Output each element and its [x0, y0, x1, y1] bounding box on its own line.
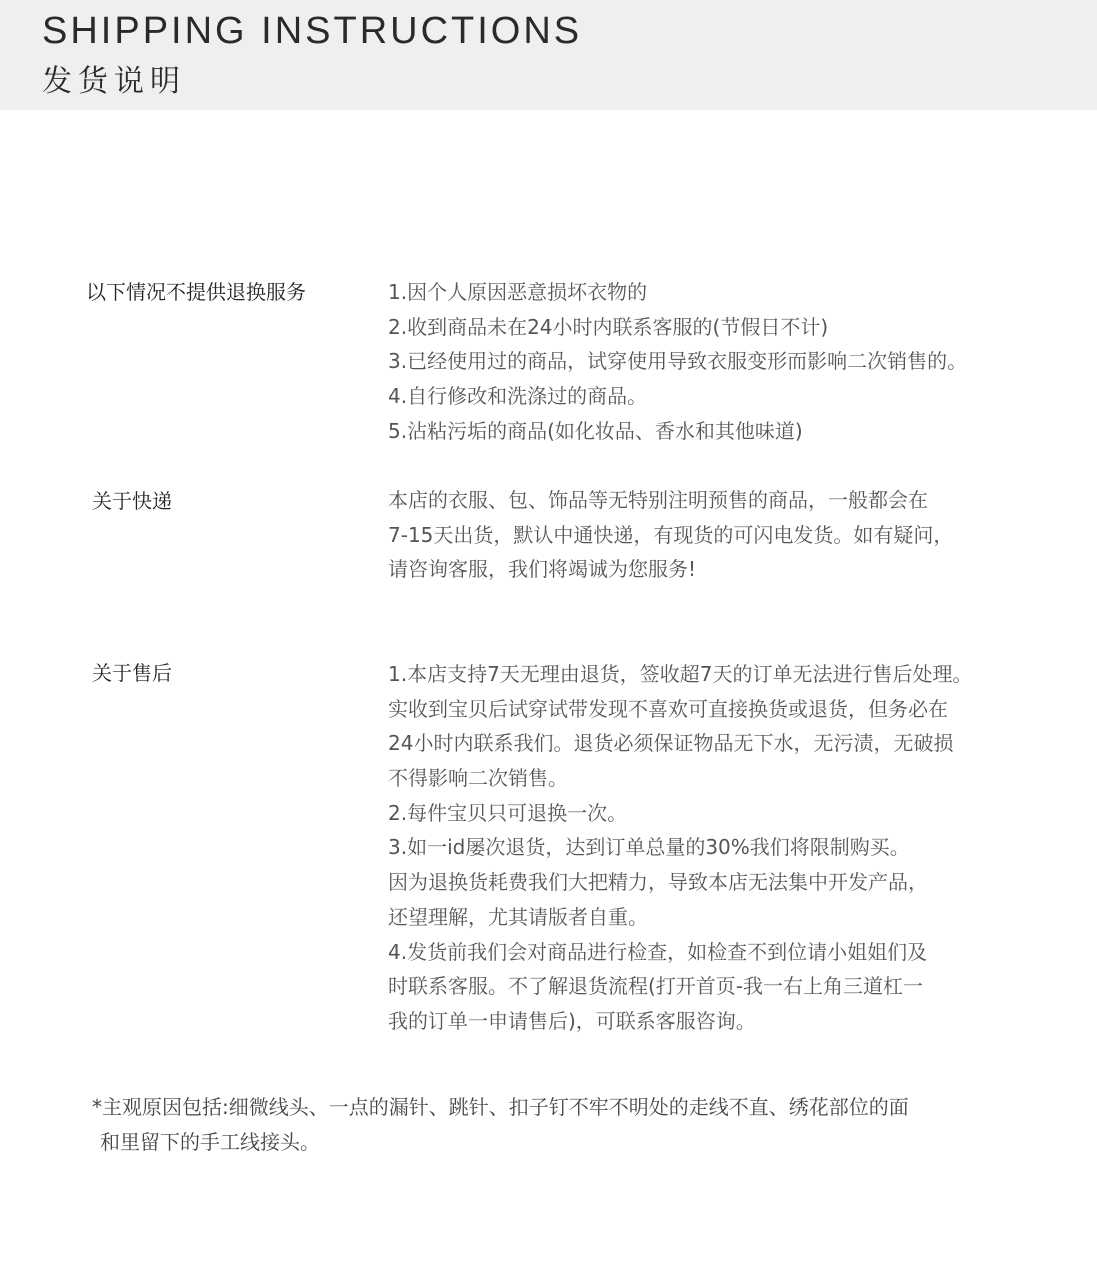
paragraph-line: 3.如一id屡次退货，达到订单总量的30%我们将限制购买。 — [388, 835, 910, 860]
section-body-after-sales — [388, 657, 1028, 1039]
list-item: 4.自行修改和洗涤过的商品。 — [388, 384, 648, 409]
paragraph-line: 4.发货前我们会对商品进行检查，如检查不到位请小姐姐们及 — [388, 939, 928, 964]
paragraph-line: 请咨询客服，我们将竭诚为您服务! — [388, 557, 697, 582]
section-label-no-return: 以下情况不提供退换服务 — [86, 280, 306, 304]
paragraph-line: 因为退换货耗费我们大把精力，导致本店无法集中开发产品， — [388, 870, 928, 895]
paragraph-line: 1.本店支持7天无理由退货，签收超7天的订单无法进行售后处理。 — [388, 662, 973, 686]
paragraph-line: 24小时内联系我们。退货必须保证物品无下水，无污渍，无破损 — [388, 731, 954, 756]
footnote — [92, 1090, 909, 1160]
page-title-en: SHIPPING INSTRUCTIONS — [42, 10, 583, 52]
paragraph-line: 7-15天出货，默认中通快递，有现货的可闪电发货。如有疑问， — [388, 522, 954, 547]
section-label-after-sales: 关于售后 — [92, 661, 172, 685]
list-item: 1.因个人原因恶意损坏衣物的 — [388, 280, 648, 304]
paragraph-line: 时联系客服。不了解退货流程(打开首页-我一右上角三道杠一 — [388, 974, 924, 999]
paragraph-line: 2.每件宝贝只可退换一次。 — [388, 800, 628, 825]
paragraph-line: 本店的衣服、包、饰品等无特别注明预售的商品，一般都会在 — [388, 488, 928, 512]
list-item: 5.沾粘污垢的商品(如化妆品、香水和其他味道) — [388, 418, 803, 443]
paragraph-line: 我的订单一申请售后)，可联系客服咨询。 — [388, 1008, 756, 1033]
paragraph-line: 实收到宝贝后试穿试带发现不喜欢可直接换货或退货，但务必在 — [388, 696, 948, 721]
page-header — [0, 0, 1097, 110]
page-title-cn: 发货说明 — [42, 64, 186, 99]
section-body-no-return — [388, 275, 1028, 448]
footnote-line: 和里留下的手工线接头。 — [100, 1130, 320, 1154]
list-item: 2.收到商品未在24小时内联系客服的(节假日不计) — [388, 314, 829, 339]
section-label-shipping: 关于快递 — [92, 489, 172, 513]
section-body-shipping — [388, 483, 1028, 587]
list-item: 3.已经使用过的商品，试穿使用导致衣服变形而影响二次销售的。 — [388, 349, 968, 374]
footnote-line: *主观原因包括:细微线头、一点的漏针、跳针、扣子钉不牢不明处的走线不直、绣花部位的面 — [92, 1095, 909, 1119]
paragraph-line: 不得影响二次销售。 — [388, 766, 568, 791]
paragraph-line: 还望理解，尤其请版者自重。 — [388, 904, 648, 929]
